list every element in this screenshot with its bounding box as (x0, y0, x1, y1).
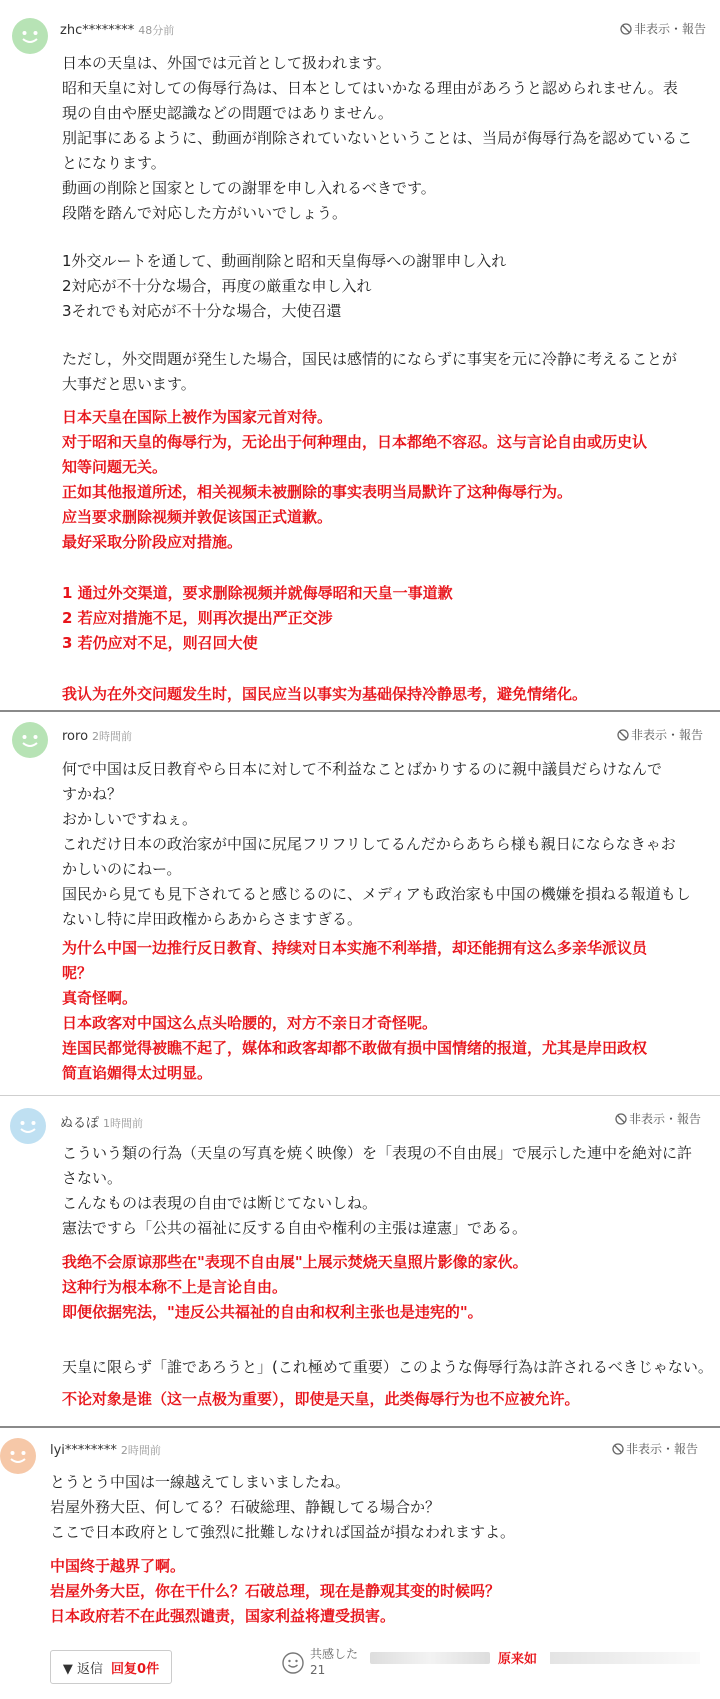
comment-text-jp-line: とうとう中国は一線越えてしまいましたね。 (50, 1473, 351, 1491)
blurred-region (550, 1652, 700, 1664)
post-time: 1時間前 (103, 1117, 144, 1130)
comment-text-jp-line: 岩屋外務大臣、何してる？石破総理、静観してる場合か？ (50, 1498, 441, 1516)
username-row (50, 1442, 161, 1458)
post-time: 2時間前 (120, 1444, 161, 1457)
hide-report-button[interactable] (617, 726, 703, 743)
comment-text-jp-line: 動画の削除と国家としての謝罪を申し入れるべきです。 (62, 179, 436, 197)
translation-line: 日本政客对中国这么点头哈腰的，对方不亲日才奇怪呢。 (62, 1014, 438, 1032)
comment-text-jp-line: おかしいですねぇ。 (62, 810, 198, 828)
smiley-avatar-icon (12, 18, 48, 54)
comment-text-jp-line: 憲法ですら「公共の福祉に反する自由や権利の主張は違憲」である。 (62, 1219, 528, 1237)
empathy-button[interactable] (282, 1646, 358, 1678)
translation-line: 1 通过外交渠道，要求删除视频并就侮辱昭和天皇一事道歉 (62, 584, 453, 602)
username[interactable]: lyi******** (50, 1443, 117, 1458)
comment-text-jp-line: こういう類の行為（天皇の写真を焼く映像）を「表現の不自由展」で展示した連中を絶対に許 (62, 1144, 693, 1162)
comment-card (0, 712, 720, 1095)
post-time: 2時間前 (92, 730, 133, 743)
reply-toggle-button[interactable] (50, 1650, 172, 1684)
translation-line: 连国民都觉得被瞧不起了，媒体和政客却都不敢做有损中国情绪的报道，尤其是岸田政权 (62, 1039, 648, 1057)
avatar (0, 1438, 36, 1474)
comment-card (0, 1096, 720, 1426)
comment-text-jp-line: とになります。 (62, 154, 166, 172)
username[interactable]: zhc******** (60, 23, 135, 38)
comment-text-jp-line: 日本の天皇は、外国では元首として扱われます。 (62, 54, 391, 72)
comment-text-jp-line: すかね？ (62, 785, 123, 803)
translation-line: 即便依据宪法，"违反公共福祉的自由和权利主张也是违宪的"。 (62, 1303, 483, 1321)
hide-report-label: 非表示・報告 (634, 22, 707, 36)
translation-line: 日本政府若不在此强烈谴责，国家利益将遭受损害。 (50, 1607, 396, 1625)
translation-line: 中国终于越界了啊。 (50, 1557, 186, 1575)
comment-text-jp-line: こんなものは表現の自由では断じてないしね。 (62, 1194, 378, 1212)
reply-count: 回复0件 (111, 1661, 160, 1677)
translation-line: 不论对象是谁（这一点极为重要），即使是天皇，此类侮辱行为也不应被允许。 (62, 1390, 580, 1408)
hide-report-button[interactable] (612, 1440, 698, 1457)
translation-line: 岩屋外务大臣，你在干什么？石破总理，现在是静观其变的时候吗？ (50, 1582, 501, 1600)
translation-line: 对于昭和天皇的侮辱行为，无论出于何种理由，日本都绝不容忍。这与言论自由或历史认 (62, 433, 648, 451)
comment-text-jp-line: 2対応が不十分な場合，再度の厳重な申し入れ (62, 277, 372, 295)
translation-line: 这种行为根本称不上是言论自由。 (62, 1278, 288, 1296)
avatar (10, 1108, 46, 1144)
block-icon (612, 1443, 624, 1455)
comment-text-jp-line: 1外交ルートを通して、動画削除と昭和天皇侮辱への謝罪申し入れ (62, 252, 507, 270)
comment-text-jp-line: ないし特に岸田政権からあからさますぎる。 (62, 910, 363, 928)
empathy-count: 21 (310, 1663, 326, 1677)
comment-text-jp-line: 段階を踏んで対応した方がいいでしょう。 (62, 204, 348, 222)
comment-text-jp-line: さない。 (62, 1169, 123, 1187)
hide-report-label: 非表示・報告 (626, 1442, 699, 1456)
comment-card (0, 0, 720, 710)
hide-report-label: 非表示・報告 (631, 728, 704, 742)
username[interactable]: ぬるぽ (60, 1116, 100, 1131)
block-icon (615, 1113, 627, 1125)
avatar (12, 722, 48, 758)
comment-text-jp-line: 大事だと思います。 (62, 375, 196, 393)
post-time: 48分前 (138, 24, 175, 37)
comment-text-jp-line: 現の自由や歴史認識などの問題ではありません。 (62, 104, 393, 122)
empathy-label: 共感した (310, 1647, 359, 1661)
comment-text-jp-line: ただし，外交問題が発生した場合，国民は感情的にならずに事実を元に冷静に考えることが (62, 350, 678, 368)
translation-line: 我绝不会原谅那些在"表现不自由展"上展示焚烧天皇照片影像的家伙。 (62, 1253, 528, 1271)
smile-face-icon (282, 1652, 304, 1674)
smiley-avatar-icon (0, 1438, 36, 1474)
username-row (60, 1112, 143, 1131)
comment-text-jp-line: 別記事にあるように、動画が削除されていないということは、当局が侮辱行為を認めているこ (62, 129, 693, 147)
comment-text-jp-line: 何で中国は反日教育やら日本に対して不利益なことばかりするのに親中議員だらけなんで (62, 760, 663, 778)
hide-report-button[interactable] (620, 20, 706, 37)
comment-text-jp-line: 国民から見ても見下されてると感じるのに、メディアも政治家も中国の機嫌を損ねる報道もし (62, 885, 691, 903)
blurred-region (370, 1652, 490, 1664)
translation-line: 为什么中国一边推行反日教育、持续对日本实施不利举措，却还能拥有这么多亲华派议员 (62, 939, 648, 957)
partial-translation-text: 原来如 (498, 1652, 538, 1667)
block-icon (620, 23, 632, 35)
translation-line: 正如其他报道所述，相关视频未被删除的事实表明当局默许了这种侮辱行为。 (62, 483, 573, 501)
smiley-avatar-icon (10, 1108, 46, 1144)
comment-text-jp-line: 昭和天皇に対しての侮辱行為は、日本としてはいかなる理由があろうと認められません。表 (62, 79, 678, 97)
avatar (12, 18, 48, 54)
translation-line: 知等问题无关。 (62, 458, 168, 476)
username-row (60, 22, 174, 38)
block-icon (617, 729, 629, 741)
translation-line: 日本天皇在国际上被作为国家元首对待。 (62, 408, 333, 426)
translation-line: 最好采取分阶段应对措施。 (62, 533, 243, 551)
comment-text-jp-line: 3それでも対応が不十分な場合，大使召還 (62, 302, 342, 320)
comment-text-jp-line: ここで日本政府として強烈に批難しなければ国益が損なわれますよ。 (50, 1523, 516, 1541)
translation-line: 简直谄媚得太过明显。 (62, 1064, 213, 1082)
translation-line: 真奇怪啊。 (62, 989, 138, 1007)
translation-line: 2 若应对措施不足，则再次提出严正交涉 (62, 609, 333, 627)
comment-text-jp-line: かしいのにねー。 (62, 860, 182, 878)
comment-text-jp-line: 天皇に限らず「誰であろうと」(これ極めて重要）このような侮辱行為は許されるべきじゃない。 (62, 1358, 713, 1376)
translation-line: 3 若仍应对不足，则召回大使 (62, 634, 258, 652)
username-row (62, 728, 132, 744)
translation-line: 呢？ (62, 964, 93, 982)
hide-report-label: 非表示・報告 (629, 1112, 702, 1126)
hide-report-button[interactable] (615, 1110, 701, 1127)
smiley-avatar-icon (12, 722, 48, 758)
username[interactable]: roro (62, 729, 89, 744)
translation-line: 我认为在外交问题发生时，国民应当以事实为基础保持冷静思考，避免情绪化。 (62, 685, 588, 703)
comment-text-jp-line: これだけ日本の政治家が中国に尻尾フリフリしてるんだからあちら様も親日にならなきゃお (62, 835, 676, 853)
translation-line: 应当要求删除视频并敦促该国正式道歉。 (62, 508, 333, 526)
reply-toggle-label: ▼ 返信 (62, 1661, 104, 1677)
